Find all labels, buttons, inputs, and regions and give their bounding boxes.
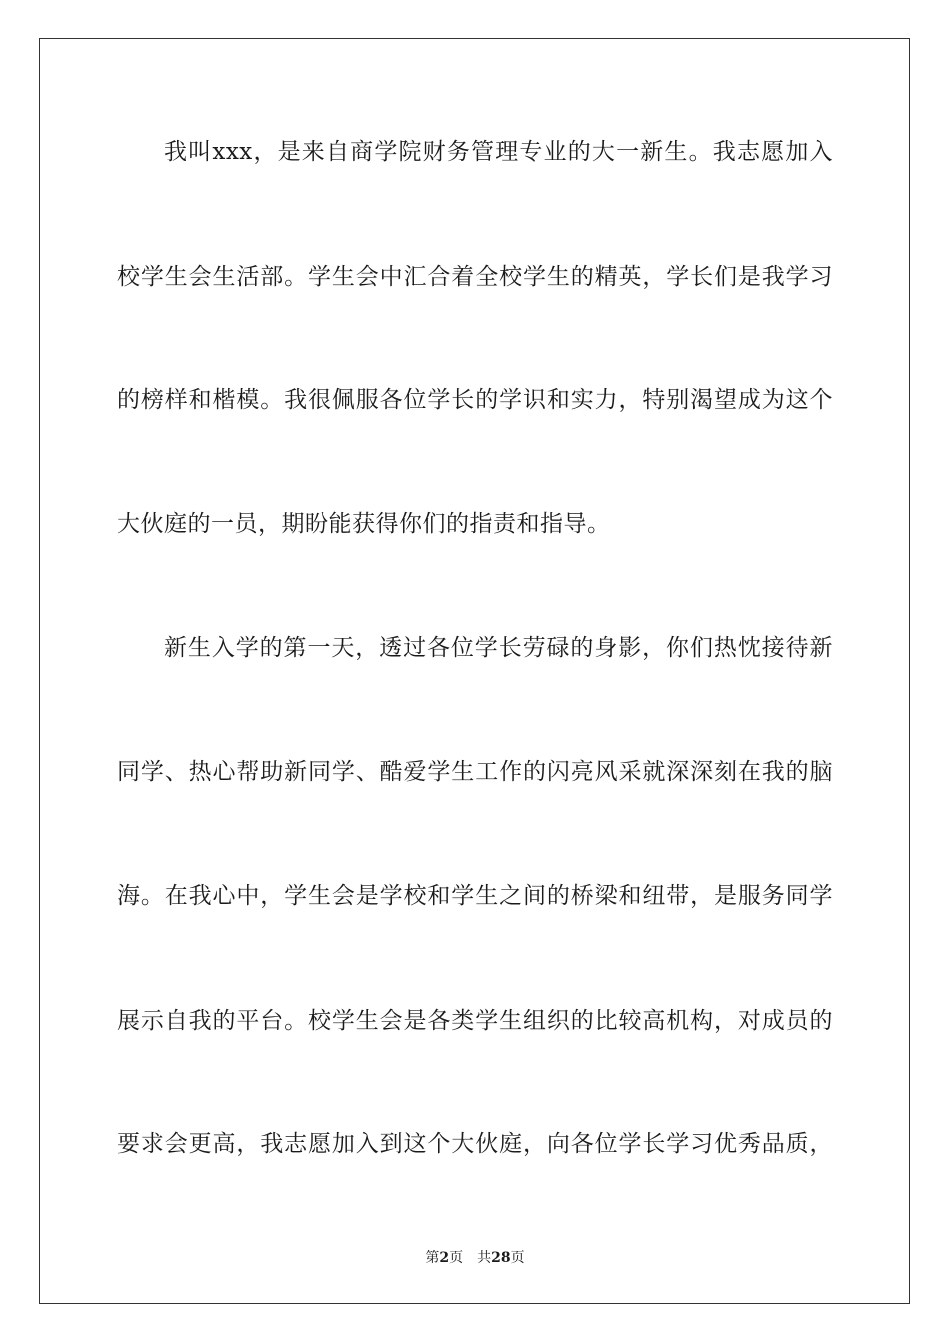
paragraph-line: 我叫xxx，是来自商学院财务管理专业的大一新生。我志愿加入 bbox=[164, 139, 833, 165]
page-border bbox=[39, 38, 910, 1304]
page-footer bbox=[0, 1248, 950, 1268]
paragraph-line: 新生入学的第一天，透过各位学长劳碌的身影，你们热忱接待新 bbox=[164, 635, 833, 661]
page-number: 2 bbox=[439, 1250, 450, 1266]
paragraph-line: 的榜样和楷模。我很佩服各位学长的学识和实力，特别渴望成为这个 bbox=[117, 387, 833, 413]
paragraph-line: 展示自我的平台。校学生会是各类学生组织的比较高机构，对成员的 bbox=[117, 1008, 833, 1034]
page-prefix: 第 bbox=[425, 1250, 440, 1266]
paragraph-line: 要求会更高，我志愿加入到这个大伙庭，向各位学长学习优秀品质， bbox=[117, 1131, 833, 1157]
total-prefix: 共 bbox=[477, 1250, 492, 1266]
page-suffix: 页 bbox=[449, 1250, 464, 1266]
paragraph-line: 校学生会生活部。学生会中汇合着全校学生的精英，学长们是我学习 bbox=[117, 264, 833, 290]
total-pages: 28 bbox=[491, 1250, 511, 1266]
paragraph-line: 大伙庭的一员，期盼能获得你们的指责和指导。 bbox=[117, 511, 611, 537]
paragraph-line: 海。在我心中，学生会是学校和学生之间的桥梁和纽带，是服务同学 bbox=[117, 883, 833, 909]
total-suffix: 页 bbox=[510, 1250, 525, 1266]
paragraph-line: 同学、热心帮助新同学、酷爱学生工作的闪亮风采就深深刻在我的脑 bbox=[117, 759, 833, 785]
